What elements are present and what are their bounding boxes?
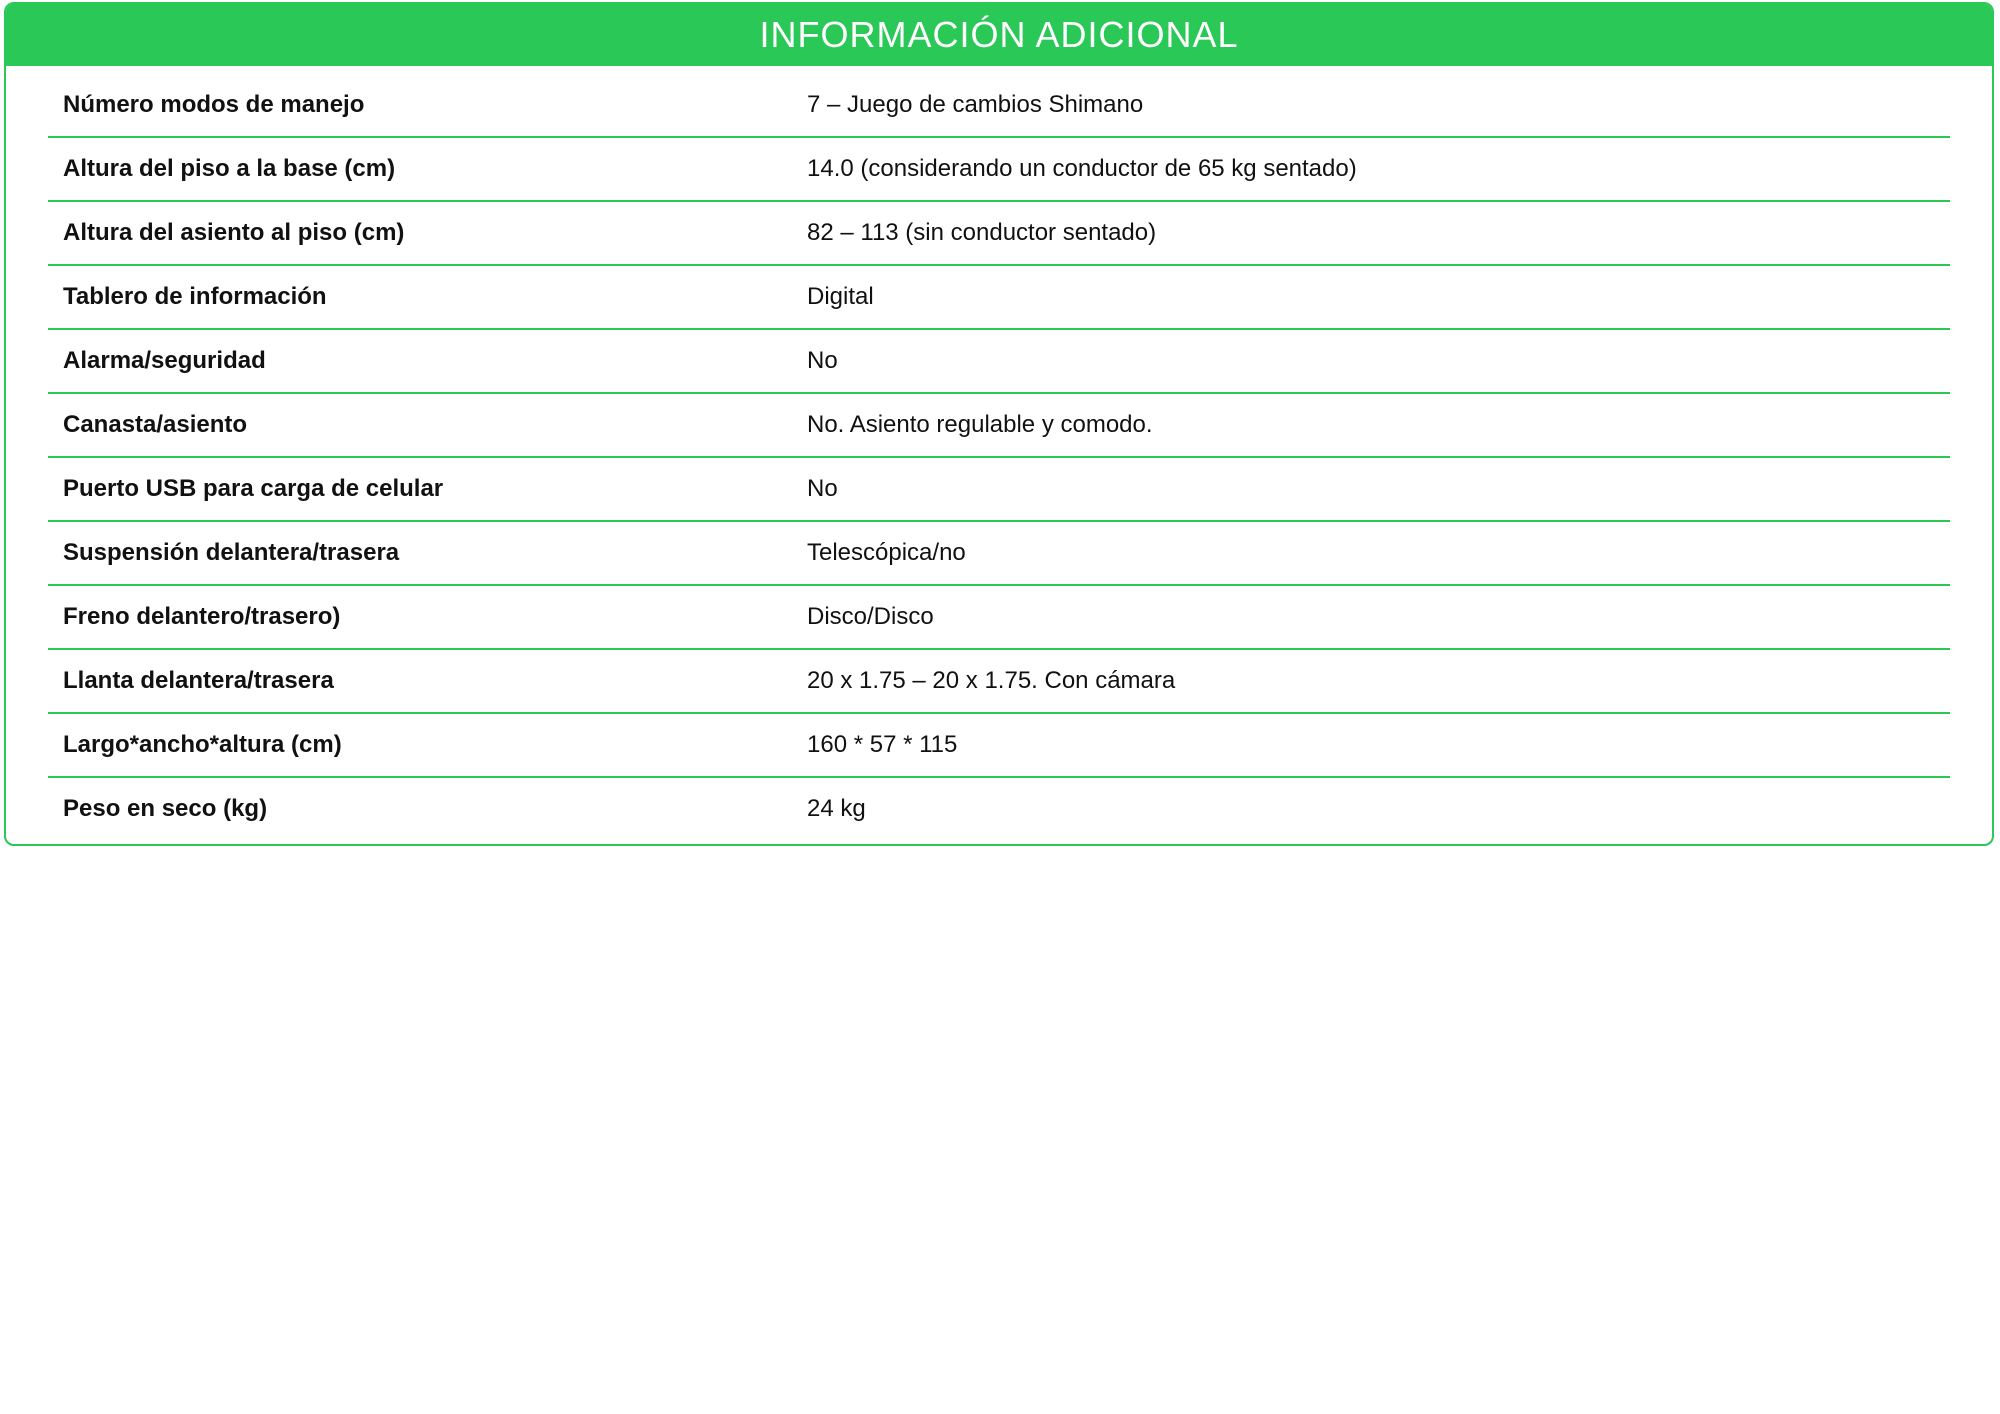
spec-label: Largo*ancho*altura (cm) [63, 731, 342, 758]
spec-row [48, 74, 1950, 138]
spec-label: Tablero de información [63, 283, 327, 310]
spec-label: Altura del asiento al piso (cm) [63, 219, 405, 246]
additional-info-card [4, 2, 1994, 846]
spec-label: Suspensión delantera/trasera [63, 539, 400, 566]
spec-value: 7 – Juego de cambios Shimano [807, 91, 1144, 118]
spec-value: 20 x 1.75 – 20 x 1.75. Con cámara [807, 667, 1176, 694]
spec-table [48, 74, 1950, 840]
spec-value: No [807, 475, 838, 502]
spec-row [48, 138, 1950, 202]
spec-value: Disco/Disco [807, 603, 934, 630]
spec-label: Llanta delantera/trasera [63, 667, 334, 694]
spec-label: Puerto USB para carga de celular [63, 475, 444, 502]
spec-label: Peso en seco (kg) [63, 795, 268, 822]
spec-value: 24 kg [807, 795, 866, 822]
spec-row [48, 202, 1950, 266]
spec-row [48, 458, 1950, 522]
spec-value: Digital [807, 283, 874, 310]
spec-value: 14.0 (considerando un conductor de 65 kg sentado) [807, 155, 1357, 182]
spec-row [48, 586, 1950, 650]
card-title: INFORMACIÓN ADICIONAL [759, 14, 1239, 55]
spec-label: Altura del piso a la base (cm) [63, 155, 396, 182]
spec-row [48, 266, 1950, 330]
spec-label: Número modos de manejo [63, 91, 365, 118]
spec-label: Freno delantero/trasero) [63, 603, 341, 630]
spec-value: Telescópica/no [807, 539, 966, 566]
spec-label: Canasta/asiento [63, 411, 248, 438]
spec-row [48, 330, 1950, 394]
spec-row [48, 650, 1950, 714]
spec-value: 82 – 113 (sin conductor sentado) [807, 219, 1157, 246]
spec-label: Alarma/seguridad [63, 347, 266, 374]
spec-row [48, 522, 1950, 586]
spec-row [48, 714, 1950, 778]
spec-value: No. Asiento regulable y comodo. [807, 411, 1153, 438]
spec-row [48, 394, 1950, 458]
card-header [6, 4, 1992, 66]
spec-value: No [807, 347, 838, 374]
spec-row [48, 778, 1950, 840]
spec-value: 160 * 57 * 115 [807, 731, 958, 758]
